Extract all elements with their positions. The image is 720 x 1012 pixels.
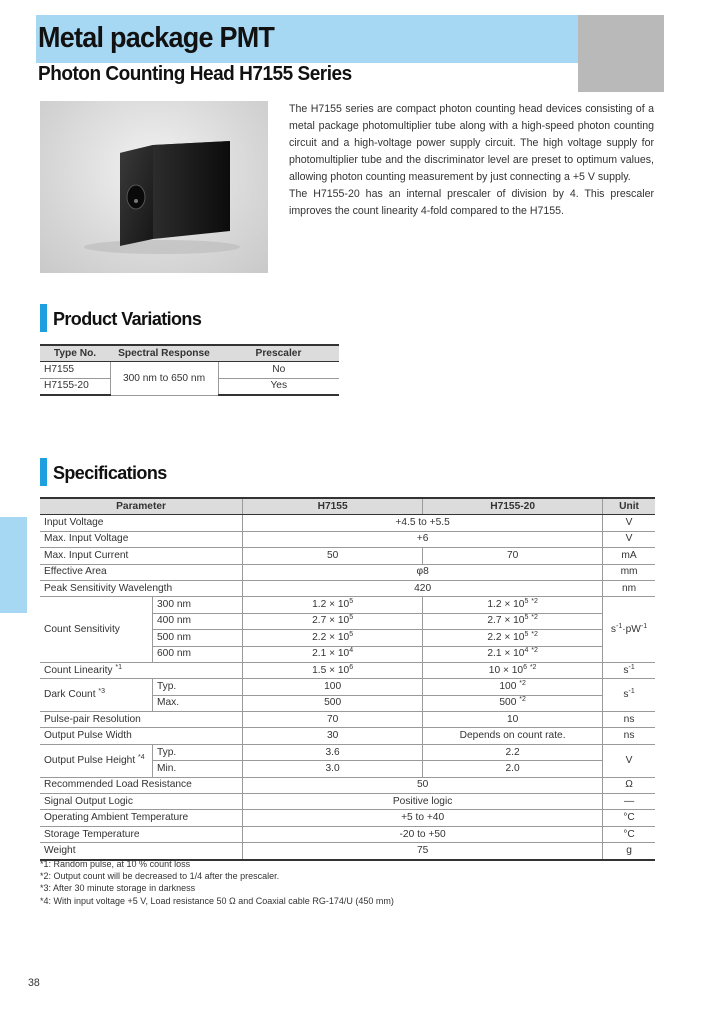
value-cell: 30 bbox=[243, 728, 423, 744]
value-cell: 500 bbox=[243, 695, 423, 711]
table-row bbox=[40, 548, 655, 564]
sub-label: Max. bbox=[153, 695, 243, 711]
header-h7155: H7155 bbox=[243, 498, 423, 515]
wavelength-cell: 300 nm bbox=[153, 597, 243, 613]
value-mantissa: 10 × 10 bbox=[488, 664, 524, 676]
footnote-ref: *3 bbox=[98, 688, 105, 696]
table-row bbox=[40, 679, 655, 695]
table-row bbox=[40, 597, 655, 613]
footnote-ref: *2 bbox=[531, 630, 538, 638]
product-photo bbox=[40, 101, 268, 273]
value-exponent: 4 bbox=[349, 647, 354, 655]
unit-cell: V bbox=[603, 744, 655, 777]
param-label: Peak Sensitivity Wavelength bbox=[40, 580, 243, 596]
type-cell: H7155-20 bbox=[40, 378, 110, 395]
table-row bbox=[40, 362, 339, 378]
footnote-ref: *2 bbox=[529, 663, 537, 671]
value-mantissa: 1.2 × 10 bbox=[487, 599, 525, 611]
param-label: Effective Area bbox=[40, 564, 243, 580]
param-label: Input Voltage bbox=[40, 515, 243, 531]
footnotes bbox=[40, 858, 394, 907]
value-cell: 50 bbox=[243, 548, 423, 564]
header-spectral: Spectral Response bbox=[110, 345, 218, 362]
value-cell bbox=[423, 679, 603, 695]
footnote: *1: Random pulse, at 10 % count loss bbox=[40, 859, 191, 869]
table-row bbox=[40, 712, 655, 728]
value-text: 500 bbox=[499, 697, 517, 709]
prescaler-cell: No bbox=[218, 362, 339, 378]
unit-cell: mA bbox=[603, 548, 655, 564]
param-label: Max. Input Voltage bbox=[40, 531, 243, 547]
param-label: Pulse-pair Resolution bbox=[40, 712, 243, 728]
value-cell: 70 bbox=[423, 548, 603, 564]
unit-cell: ns bbox=[603, 728, 655, 744]
section-marker bbox=[40, 304, 47, 332]
sub-label: Min. bbox=[153, 761, 243, 777]
table-header-row bbox=[40, 345, 339, 362]
unit-mid: ·pW bbox=[622, 623, 641, 635]
value-cell bbox=[423, 613, 603, 629]
header-type-no: Type No. bbox=[40, 345, 110, 362]
param-label: Count Sensitivity bbox=[40, 597, 153, 663]
param-label: Max. Input Current bbox=[40, 548, 243, 564]
param-label: Operating Ambient Temperature bbox=[40, 810, 243, 826]
value-exponent: 6 bbox=[523, 663, 527, 671]
value-cell: 3.6 bbox=[243, 744, 423, 760]
value-cell: 100 bbox=[243, 679, 423, 695]
value-cell: 50 bbox=[243, 777, 603, 793]
unit-cell: V bbox=[603, 531, 655, 547]
footnote-ref: *2 bbox=[519, 696, 526, 704]
intro-text bbox=[289, 101, 654, 220]
prescaler-cell: Yes bbox=[218, 378, 339, 395]
specifications-table bbox=[40, 497, 655, 861]
spectral-cell: 300 nm to 650 nm bbox=[110, 362, 218, 395]
table-row bbox=[40, 531, 655, 547]
value-cell: +4.5 to +5.5 bbox=[243, 515, 603, 531]
value-cell: +5 to +40 bbox=[243, 810, 603, 826]
section-title: Product Variations bbox=[53, 309, 202, 329]
device-window-reflection bbox=[134, 199, 138, 203]
sub-label: Typ. bbox=[153, 744, 243, 760]
table-row bbox=[40, 580, 655, 596]
header-grey-block bbox=[578, 15, 664, 92]
unit-cell: ns bbox=[603, 712, 655, 728]
type-cell: H7155 bbox=[40, 362, 110, 378]
value-mantissa: 2.2 × 10 bbox=[487, 631, 525, 643]
value-cell bbox=[423, 695, 603, 711]
param-label: Storage Temperature bbox=[40, 826, 243, 842]
value-mantissa: 2.7 × 10 bbox=[487, 615, 525, 627]
unit-cell bbox=[603, 662, 655, 678]
table-row bbox=[40, 662, 655, 678]
footnote: *3: After 30 minute storage in darkness bbox=[40, 883, 196, 894]
value-cell: 2.0 bbox=[423, 761, 603, 777]
header-prescaler: Prescaler bbox=[218, 345, 339, 362]
table-row bbox=[40, 777, 655, 793]
unit-base: s bbox=[610, 623, 617, 635]
value-cell: 75 bbox=[243, 843, 603, 860]
unit-cell: nm bbox=[603, 580, 655, 596]
value-cell bbox=[243, 630, 423, 646]
label-text: Output Pulse Height bbox=[44, 754, 136, 766]
param-label bbox=[40, 679, 153, 712]
table-row bbox=[40, 744, 655, 760]
page-subtitle: Photon Counting Head H7155 Series bbox=[38, 63, 352, 85]
table-row bbox=[40, 826, 655, 842]
page-title: Metal package PMT bbox=[38, 22, 275, 54]
footnote: *2: Output count will be decreased to 1/4 after the prescaler. bbox=[40, 871, 280, 882]
unit-cell: g bbox=[603, 843, 655, 860]
param-label: Signal Output Logic bbox=[40, 794, 243, 810]
footnote-ref: *2 bbox=[531, 614, 538, 622]
header-unit: Unit bbox=[603, 498, 655, 515]
param-label bbox=[40, 662, 243, 678]
unit-exponent: -1 bbox=[616, 622, 623, 630]
value-mantissa: 2.1 × 10 bbox=[487, 648, 525, 660]
value-cell bbox=[423, 646, 603, 662]
footnote-ref: *2 bbox=[531, 598, 538, 606]
pmt-device-illustration bbox=[40, 101, 268, 273]
value-cell: 70 bbox=[243, 712, 423, 728]
value-mantissa: 1.5 × 10 bbox=[312, 664, 350, 676]
value-exponent: 5 bbox=[349, 630, 354, 638]
unit-base: s bbox=[623, 689, 629, 701]
unit-base: s bbox=[623, 664, 629, 676]
unit-cell: °C bbox=[603, 810, 655, 826]
unit-cell: °C bbox=[603, 826, 655, 842]
unit-cell: Ω bbox=[603, 777, 655, 793]
value-exponent: 6 bbox=[349, 663, 354, 671]
unit-cell bbox=[603, 679, 655, 712]
value-cell: 2.2 bbox=[423, 744, 603, 760]
device-window bbox=[127, 185, 145, 209]
intro-paragraph-2: The H7155-20 has an internal prescaler of division by 4. This prescaler improves the count linearity 4-fold compared to the H7155. bbox=[289, 188, 654, 217]
value-mantissa: 2.1 × 10 bbox=[312, 648, 350, 660]
wavelength-cell: 400 nm bbox=[153, 613, 243, 629]
param-label bbox=[40, 744, 153, 777]
unit-cell: mm bbox=[603, 564, 655, 580]
param-label: Recommended Load Resistance bbox=[40, 777, 243, 793]
param-label: Output Pulse Width bbox=[40, 728, 243, 744]
table-header-row bbox=[40, 498, 655, 515]
wavelength-cell: 500 nm bbox=[153, 630, 243, 646]
wavelength-cell: 600 nm bbox=[153, 646, 243, 662]
value-mantissa: 2.2 × 10 bbox=[312, 631, 350, 643]
value-cell: -20 to +50 bbox=[243, 826, 603, 842]
section-title: Specifications bbox=[53, 463, 167, 483]
page-number: 38 bbox=[28, 977, 40, 989]
param-label: Weight bbox=[40, 843, 243, 860]
footnote-ref: *2 bbox=[531, 647, 538, 655]
unit-exponent: -1 bbox=[628, 688, 635, 696]
value-cell bbox=[243, 613, 423, 629]
unit-cell: — bbox=[603, 794, 655, 810]
value-exponent: 5 bbox=[524, 598, 529, 606]
section-marker bbox=[40, 458, 47, 486]
sub-label: Typ. bbox=[153, 679, 243, 695]
variations-table bbox=[40, 344, 339, 396]
value-cell: Depends on count rate. bbox=[423, 728, 603, 744]
unit-exponent: -1 bbox=[640, 622, 648, 630]
value-exponent: 5 bbox=[524, 614, 529, 622]
value-exponent: 5 bbox=[524, 630, 529, 638]
footnote: *4: With input voltage +5 V, Load resistance 50 Ω and Coaxial cable RG-174/U (450 mm) bbox=[40, 895, 394, 906]
table-row bbox=[40, 794, 655, 810]
value-cell bbox=[243, 597, 423, 613]
value-mantissa: 1.2 × 10 bbox=[312, 599, 350, 611]
value-cell bbox=[243, 662, 423, 678]
value-cell bbox=[423, 597, 603, 613]
value-cell bbox=[423, 630, 603, 646]
header-h7155-20: H7155-20 bbox=[423, 498, 603, 515]
table-row bbox=[40, 728, 655, 744]
value-cell: 10 bbox=[423, 712, 603, 728]
value-cell bbox=[423, 662, 603, 678]
value-exponent: 5 bbox=[349, 614, 354, 622]
table-row bbox=[40, 810, 655, 826]
value-cell bbox=[243, 646, 423, 662]
value-exponent: 4 bbox=[524, 647, 529, 655]
footnote-ref: *2 bbox=[519, 679, 526, 687]
header-parameter: Parameter bbox=[40, 498, 243, 515]
value-exponent: 5 bbox=[349, 598, 354, 606]
table-row bbox=[40, 515, 655, 531]
value-mantissa: 2.7 × 10 bbox=[312, 615, 350, 627]
footnote-ref: *4 bbox=[138, 753, 145, 761]
label-text: Dark Count bbox=[44, 689, 96, 701]
value-cell: +6 bbox=[243, 531, 603, 547]
side-index-tab bbox=[0, 517, 27, 613]
footnote-ref: *1 bbox=[115, 663, 122, 671]
device-side-face bbox=[153, 141, 230, 239]
value-cell: 420 bbox=[243, 580, 603, 596]
intro-paragraph-1: The H7155 series are compact photon counting head devices consisting of a metal package photomultiplier tube along with a high-speed photon counting circuit and a high-voltage power supply circuit. The high voltage supply for photomultiplier tube and the discriminator level are preset to optimum values, allowing photon counting measurement by just connecting a +5 V supply. bbox=[289, 103, 654, 183]
unit-cell bbox=[603, 597, 655, 663]
unit-exponent: -1 bbox=[628, 663, 635, 671]
value-text: 100 bbox=[499, 680, 517, 692]
value-cell: φ8 bbox=[243, 564, 603, 580]
unit-cell: V bbox=[603, 515, 655, 531]
label-text: Count Linearity bbox=[44, 664, 113, 676]
table-row bbox=[40, 564, 655, 580]
value-cell: Positive logic bbox=[243, 794, 603, 810]
value-cell: 3.0 bbox=[243, 761, 423, 777]
